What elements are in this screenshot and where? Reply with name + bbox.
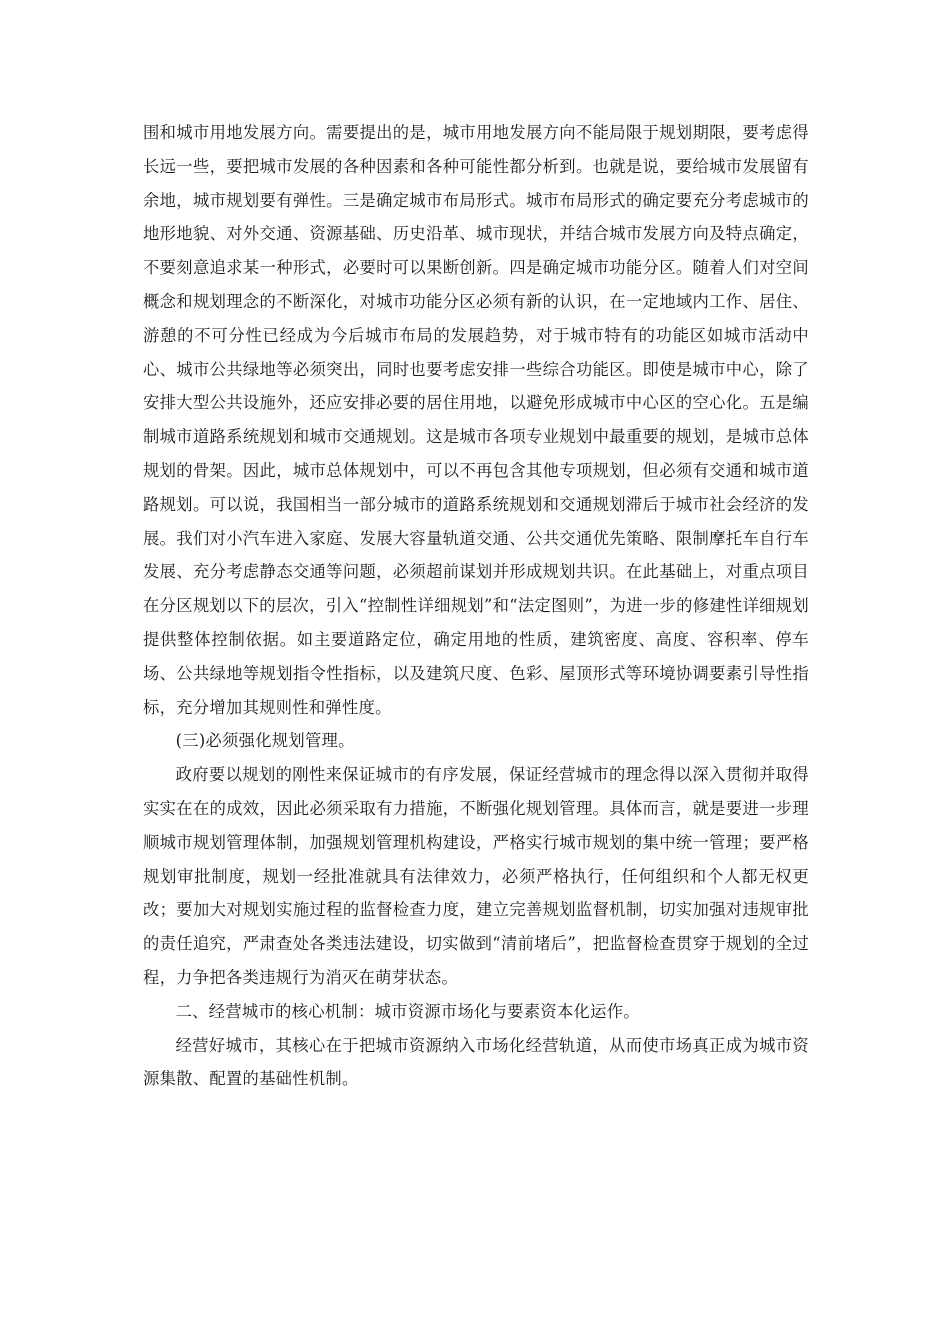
paragraph-continued: 围和城市用地发展方向。需要提出的是，城市用地发展方向不能局限于规划期限，要考虑得长远一些，要把城市发展的各种因素和各种可能性都分析到。也就是说，要给城市发展留有余地，城市规划要有弹性。三是确定城市布局形式。城市布局形式的确定要充分考虑城市的地形地貌、对外交通、资源基础、历史沿革、城市现状，并结合城市发展方向及特点确定，不要刻意追求某一种形式，必要时可以果断创新。四是确定城市功能分区。随着人们对空间概念和规划理念的不断深化，对城市功能分区必须有新的认识，在一定地域内工作、居住、游憩的不可分性已经成为今后城市布局的发展趋势，对于城市特有的功能区如城市活动中心、城市公共绿地等必须突出，同时也要考虑安排一些综合功能区。即使是城市中心，除了安排大型公共设施外，还应安排必要的居住用地，以避免形成城市中心区的空心化。五是编制城市道路系统规划和城市交通规划。这是城市各项专业规划中最重要的规划，是城市总体规划的骨架。因此，城市总体规划中，可以不再包含其他专项规划，但必须有交通和城市道路规划。可以说，我国相当一部分城市的道路系统规划和交通规划滞后于城市社会经济的发展。我们对小汽车进入家庭、发展大容量轨道交通、公共交通优先策略、限制摩托车自行车发展、充分考虑静态交通等问题，必须超前谋划并形成规划共识。在此基础上，对重点项目在分区规划以下的层次，引入“控制性详细规划”和“法定图则”，为进一步的修建性详细规划提供整体控制依据。如主要道路定位，确定用地的性质，建筑密度、高度、容积率、停车场、公共绿地等规划指令性指标，以及建筑尺度、色彩、屋顶形式等环境协调要素引导性指标，充分增加其规则性和弹性度。 bbox=[143, 123, 809, 717]
paragraph-market-operation: 经营好城市，其核心在于把城市资源纳入市场化经营轨道，从而使市场真正成为城市资源集散、配置的基础性机制。 bbox=[143, 1035, 809, 1089]
document-body bbox=[143, 116, 809, 1096]
section-heading-core-mechanism: 二、经营城市的核心机制：城市资源市场化与要素资本化运作。 bbox=[175, 1001, 640, 1021]
section-heading-strengthen-planning: (三)必须强化规划管理。 bbox=[175, 731, 355, 751]
paragraph-planning-management: 政府要以规划的刚性来保证城市的有序发展，保证经营城市的理念得以深入贯彻并取得实实在在的成效，因此必须采取有力措施，不断强化规划管理。具体而言，就是要进一步理顺城市规划管理体制，加强规划管理机构建设，严格实行城市规划的集中统一管理；要严格规划审批制度，规划一经批准就具有法律效力，必须严格执行，任何组织和个人都无权更改；要加大对规划实施过程的监督检查力度，建立完善规划监督机制，切实加强对违规审批的责任追究，严肃查处各类违法建设，切实做到“清前堵后”，把监督检查贯穿于规划的全过程，力争把各类违规行为消灭在萌芽状态。 bbox=[143, 765, 809, 987]
